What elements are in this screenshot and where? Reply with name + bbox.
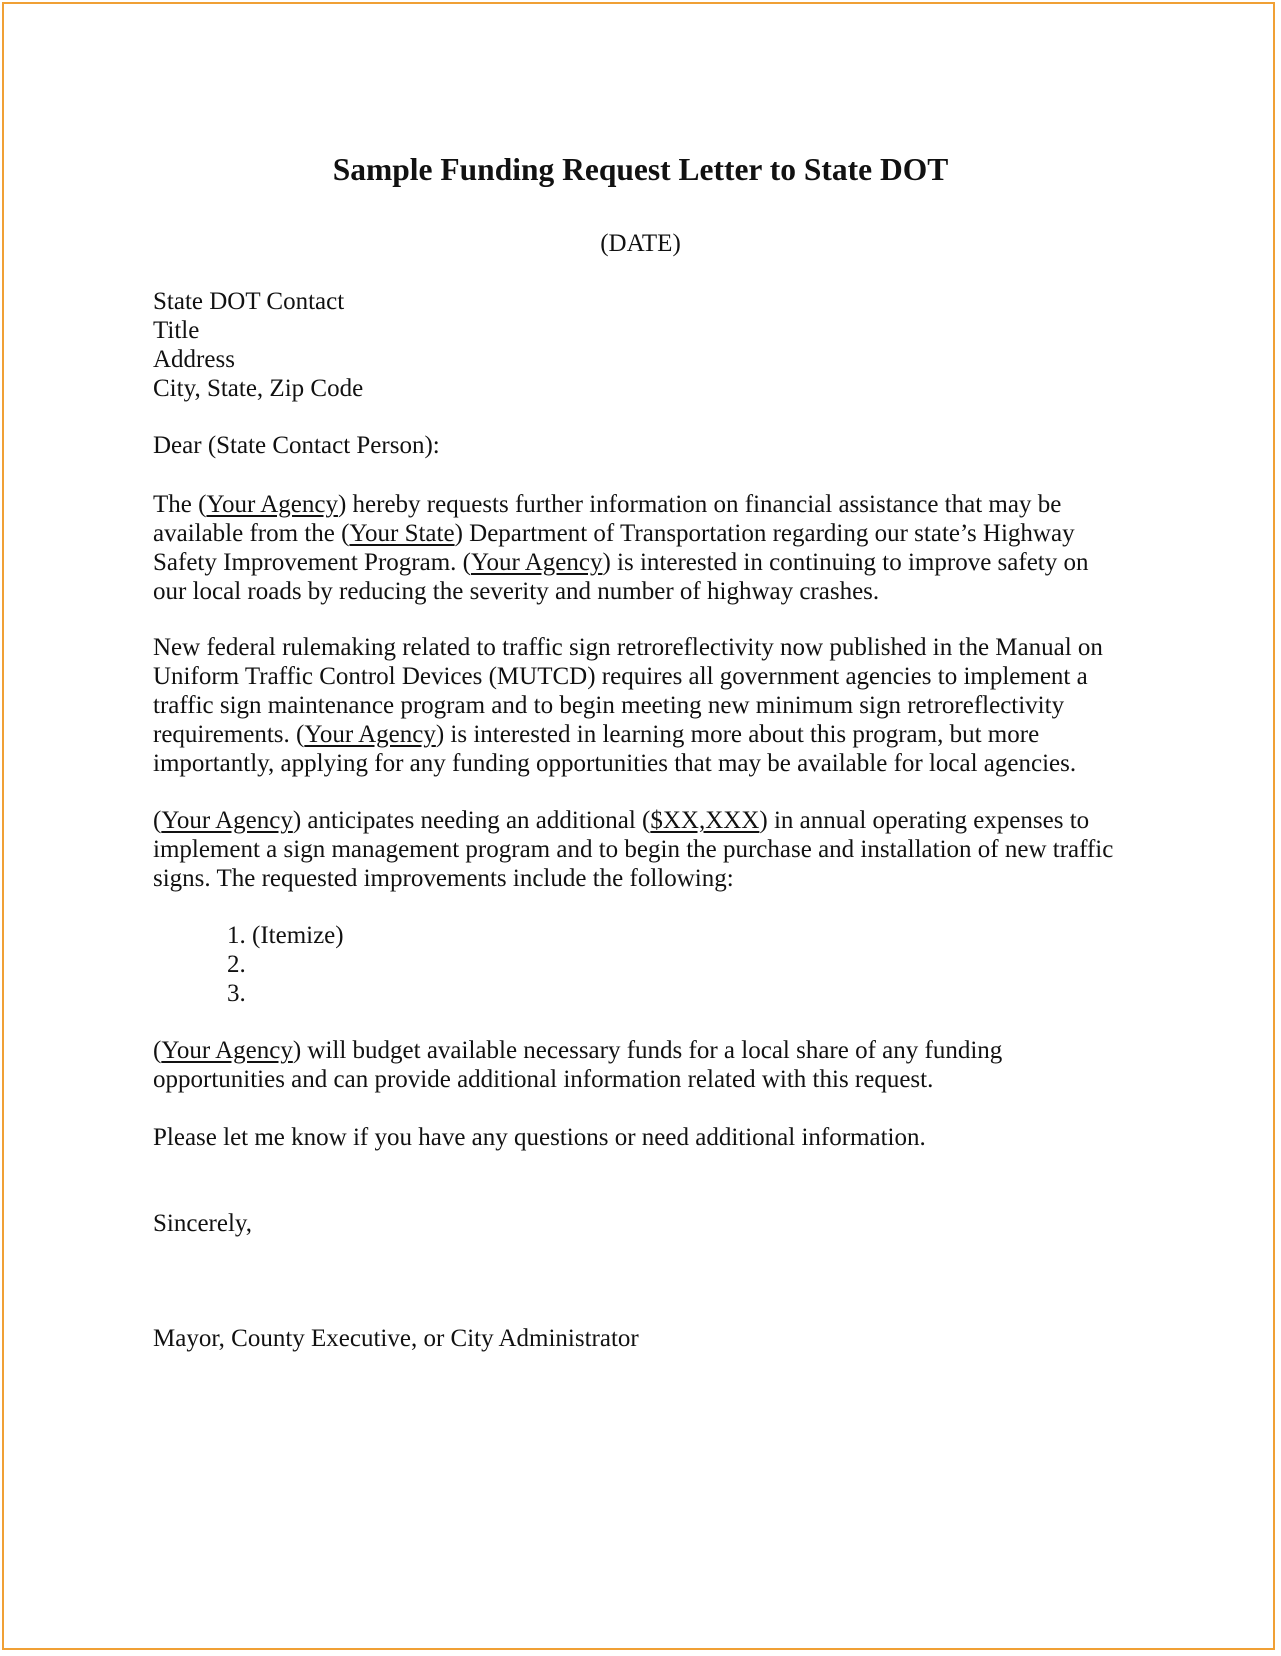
list-item: 2. [227,951,246,978]
paragraph-2 [153,633,1103,778]
recipient-city-state-zip: City, State, Zip Code [153,375,364,402]
recipient-address [153,287,363,403]
salutation: Dear (State Contact Person): [153,432,440,459]
placeholder-your-agency: Your Agency [161,1037,293,1064]
placeholder-your-agency: Your Agency [161,807,293,834]
list-item: 3. [227,980,246,1007]
list-item: 1. (Itemize) [227,922,344,949]
paragraph-line: available from the (Your State) Department of Transportation regarding our state’s Highway [153,520,1075,547]
recipient-title: Title [153,317,200,344]
signature-line: Mayor, County Executive, or City Administrator [153,1325,639,1352]
document-title: Sample Funding Request Letter to State DOT [332,152,949,187]
recipient-contact: State DOT Contact [153,288,345,315]
paragraph-line: (Your Agency) will budget available necessary funds for a local share of any funding [153,1037,1003,1064]
recipient-address-line: Address [153,346,235,373]
paragraph-line: requirements. (Your Agency) is interested in learning more about this program, but more [153,721,1040,748]
paragraph-3 [153,806,1113,893]
placeholder-your-state: Your State [349,520,455,547]
paragraph-line: implement a sign management program and to begin the purchase and installation of new traffic [153,836,1114,863]
paragraph-line: our local roads by reducing the severity and number of highway crashes. [153,578,880,605]
paragraph-line: The (Your Agency) hereby requests further information on financial assistance that may be [153,491,1062,518]
paragraph-line: Safety Improvement Program. (Your Agency) is interested in continuing to improve safety on [153,549,1089,576]
paragraph-line: importantly, applying for any funding opportunities that may be available for local agencies. [153,750,1077,777]
paragraph-line: signs. The requested improvements include the following: [153,865,734,892]
date-line: (DATE) [600,230,681,257]
placeholder-your-agency: Your Agency [304,721,436,748]
closing: Sincerely, [153,1210,253,1237]
placeholder-your-agency: Your Agency [206,491,338,518]
paragraph-line: New federal rulemaking related to traffic sign retroreflectivity now published in the Manual on [153,634,1103,661]
placeholder-amount: $XX,XXX [650,807,760,834]
paragraph-5: Please let me know if you have any questions or need additional information. [153,1124,926,1151]
paragraph-line: Uniform Traffic Control Devices (MUTCD) requires all government agencies to implement a [153,663,1088,690]
paragraph-4 [153,1036,1002,1094]
improvements-list [227,921,344,1008]
paragraph-line: opportunities and can provide additional information related with this request. [153,1066,934,1093]
placeholder-your-agency: Your Agency [470,549,603,576]
paragraph-line: traffic sign maintenance program and to begin meeting new minimum sign retroreflectivity [153,692,1065,719]
paragraph-line: (Your Agency) anticipates needing an additional ($XX,XXX) in annual operating expenses to [153,807,1090,834]
paragraph-1 [153,490,1088,606]
